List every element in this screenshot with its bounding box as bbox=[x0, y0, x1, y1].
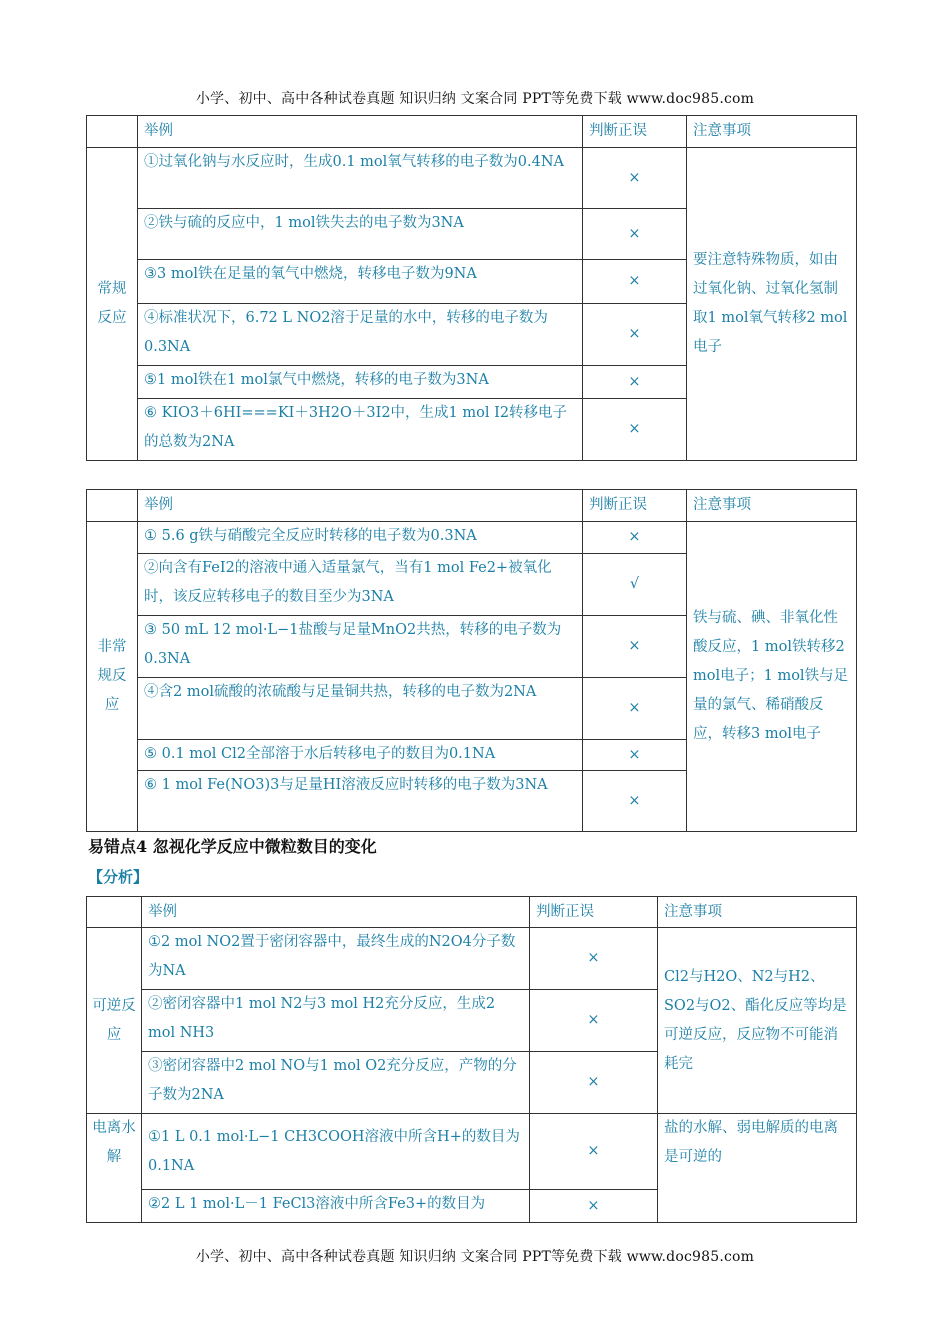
header-judgement: 判断正误 bbox=[583, 490, 687, 522]
example-cell: ⑥ KIO3＋6HI===KI＋3H2O＋3I2中，生成1 mol I2转移电子的总数为2NA bbox=[138, 399, 583, 461]
judgement-mark: × bbox=[530, 1114, 658, 1190]
example-cell: ②向含有FeI2的溶液中通入适量氯气，当有1 mol Fe2+被氧化时，该反应转移电子的数目至少为3NA bbox=[138, 554, 583, 616]
header-empty bbox=[87, 490, 138, 522]
table-regular-reactions bbox=[86, 115, 857, 461]
example-cell: ⑤1 mol铁在1 mol氯气中燃烧，转移的电子数为3NA bbox=[138, 366, 583, 399]
table-header-row bbox=[87, 490, 857, 522]
judgement-mark: × bbox=[583, 399, 687, 461]
example-cell: ⑤ 0.1 mol Cl2全部溶于水后转移电子的数目为0.1NA bbox=[138, 740, 583, 771]
table-row bbox=[87, 928, 857, 990]
example-cell: ① 5.6 g铁与硝酸完全反应时转移的电子数为0.3NA bbox=[138, 522, 583, 554]
example-cell: ①过氧化钠与水反应时，生成0.1 mol氧气转移的电子数为0.4NA bbox=[138, 148, 583, 209]
category-cell: 可逆反应 bbox=[87, 928, 142, 1114]
note-cell: Cl2与H2O、N2与H2、SO2与O2、酯化反应等均是可逆反应，反应物不可能消耗完 bbox=[658, 928, 857, 1114]
header-empty bbox=[87, 897, 142, 928]
judgement-mark: × bbox=[530, 990, 658, 1052]
header-empty bbox=[87, 116, 138, 148]
header-notes: 注意事项 bbox=[687, 116, 857, 148]
example-cell: ②密闭容器中1 mol N2与3 mol H2充分反应，生成2 mol NH3 bbox=[142, 990, 530, 1052]
judgement-mark: × bbox=[530, 1052, 658, 1114]
page-footer-banner: 小学、初中、高中各种试卷真题 知识归纳 文案合同 PPT等免费下载 www.doc985.com bbox=[195, 1249, 755, 1265]
example-cell: ②2 L 1 mol·L－1 FeCl3溶液中所含Fe3+的数目为 bbox=[142, 1190, 530, 1223]
example-cell: ②铁与硫的反应中，1 mol铁失去的电子数为3NA bbox=[138, 209, 583, 260]
header-example: 举例 bbox=[138, 116, 583, 148]
judgement-mark: × bbox=[583, 616, 687, 678]
table-row bbox=[87, 1114, 857, 1190]
judgement-mark: × bbox=[583, 209, 687, 260]
judgement-mark: × bbox=[583, 304, 687, 366]
note-cell: 铁与硫、碘、非氧化性酸反应，1 mol铁转移2 mol电子；1 mol铁与足量的氯气、稀硝酸反应，转移3 mol电子 bbox=[687, 522, 857, 832]
table-row bbox=[87, 522, 857, 554]
section-heading: 易错点4 忽视化学反应中微粒数目的变化 bbox=[88, 837, 377, 856]
category-cell: 常规反应 bbox=[87, 148, 138, 461]
example-cell: ①1 L 0.1 mol·L−1 CH3COOH溶液中所含H+的数目为0.1NA bbox=[142, 1114, 530, 1190]
analysis-label: 【分析】 bbox=[88, 868, 149, 886]
header-notes: 注意事项 bbox=[687, 490, 857, 522]
table-header-row bbox=[87, 897, 857, 928]
judgement-mark: √ bbox=[583, 554, 687, 616]
example-cell: ⑥ 1 mol Fe(NO3)3与足量HI溶液反应时转移的电子数为3NA bbox=[138, 771, 583, 832]
table-header-row bbox=[87, 116, 857, 148]
note-cell: 要注意特殊物质，如由过氧化钠、过氧化氢制取1 mol氧气转移2 mol电子 bbox=[687, 148, 857, 461]
header-judgement: 判断正误 bbox=[530, 897, 658, 928]
judgement-mark: × bbox=[583, 771, 687, 832]
example-cell: ④标准状况下，6.72 L NO2溶于足量的水中，转移的电子数为0.3NA bbox=[138, 304, 583, 366]
judgement-mark: × bbox=[583, 740, 687, 771]
judgement-mark: × bbox=[530, 1190, 658, 1223]
category-cell: 电离水解 bbox=[87, 1114, 142, 1223]
judgement-mark: × bbox=[583, 148, 687, 209]
example-cell: ③密闭容器中2 mol NO与1 mol O2充分反应，产物的分子数为2NA bbox=[142, 1052, 530, 1114]
judgement-mark: × bbox=[583, 678, 687, 740]
table-row bbox=[87, 148, 857, 209]
example-cell: ①2 mol NO2置于密闭容器中，最终生成的N2O4分子数为NA bbox=[142, 928, 530, 990]
table-particle-count bbox=[86, 896, 857, 1223]
header-judgement: 判断正误 bbox=[583, 116, 687, 148]
table-irregular-reactions bbox=[86, 489, 857, 832]
example-cell: ④含2 mol硫酸的浓硫酸与足量铜共热，转移的电子数为2NA bbox=[138, 678, 583, 740]
page-header-banner: 小学、初中、高中各种试卷真题 知识归纳 文案合同 PPT等免费下载 www.doc985.com bbox=[195, 91, 755, 107]
header-example: 举例 bbox=[142, 897, 530, 928]
category-cell: 非常规反应 bbox=[87, 522, 138, 832]
judgement-mark: × bbox=[583, 522, 687, 554]
judgement-mark: × bbox=[583, 366, 687, 399]
judgement-mark: × bbox=[530, 928, 658, 990]
example-cell: ③ 50 mL 12 mol·L−1盐酸与足量MnO2共热，转移的电子数为0.3NA bbox=[138, 616, 583, 678]
judgement-mark: × bbox=[583, 260, 687, 304]
example-cell: ③3 mol铁在足量的氧气中燃烧，转移电子数为9NA bbox=[138, 260, 583, 304]
header-notes: 注意事项 bbox=[658, 897, 857, 928]
header-example: 举例 bbox=[138, 490, 583, 522]
note-cell: 盐的水解、弱电解质的电离是可逆的 bbox=[658, 1114, 857, 1223]
